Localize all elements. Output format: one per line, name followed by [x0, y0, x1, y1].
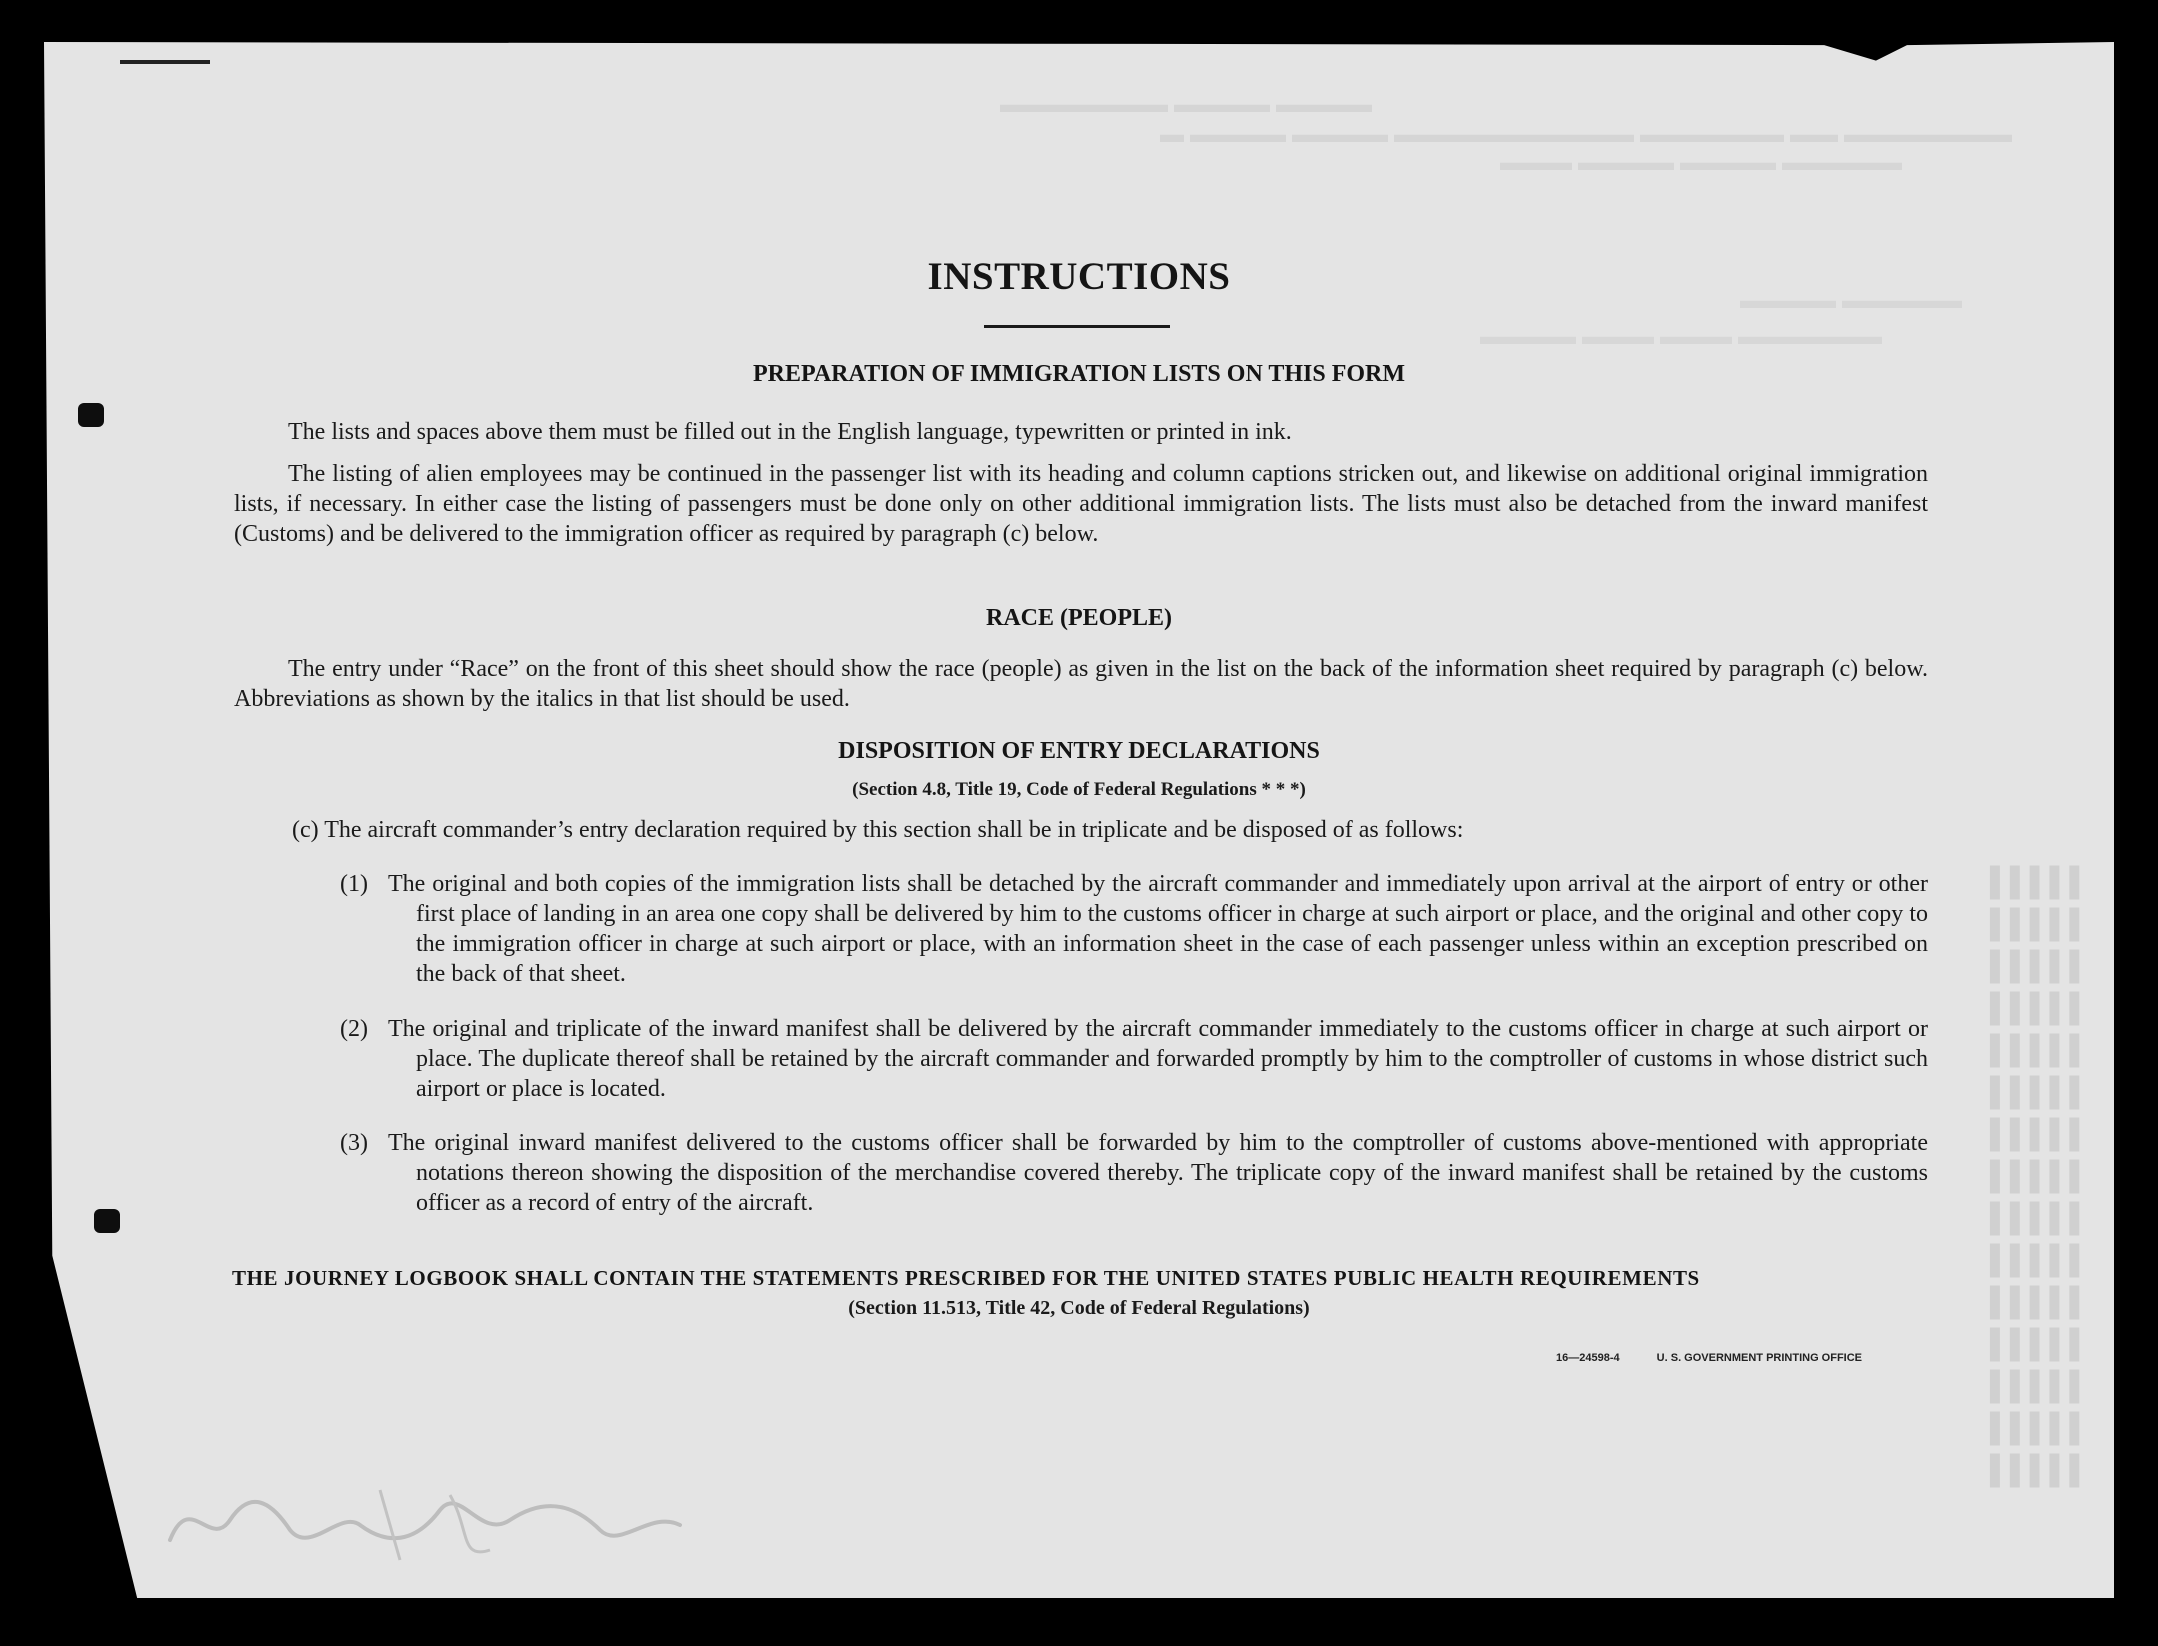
title-underline: [984, 325, 1170, 328]
print-footer: [1556, 1352, 1862, 1364]
paragraph-prep-2: The listing of alien employees may be continued in the passenger list with its heading and column captions stricken out, and likewise on additional original immigration lists, if necessary. In either case the listing of passengers must be done only on other additional immigration lists. The lists must also be detached from the inward manifest (Customs) and be delivered to the immigration officer as required by paragraph (c) below.: [234, 461, 1928, 547]
list-item-text: The original and triplicate of the inward manifest shall be delivered by the aircraft commander immediately to the customs officer in charge at such airport or place. The duplicate thereof shall be retained by the aircraft commander and forwarded promptly by him to the comptroller of customs in whose district such airport or place is located.: [388, 1016, 1928, 1102]
form-number: 16—24598-4: [1556, 1352, 1620, 1364]
bleed-through-text: ▬▬▬▬▬▬ ▬▬▬ ▬▬▬ ▬▬▬▬: [1480, 324, 1882, 350]
public-health-statement: THE JOURNEY LOGBOOK SHALL CONTAIN THE STATEMENTS PRESCRIBED FOR THE UNITED STATES PUBLIC HEALTH REQUIREMENTS: [232, 1266, 1700, 1290]
printer-name: U. S. GOVERNMENT PRINTING OFFICE: [1656, 1352, 1863, 1364]
paragraph-race: The entry under “Race” on the front of this sheet should show the race (people) as given in the list on the back of the information sheet required by paragraph (c) below. Abbreviations as shown by the italics in that list should be used.: [234, 656, 1928, 712]
list-item-number: (3): [340, 1130, 368, 1156]
punch-hole-bottom: [94, 1209, 120, 1233]
bleed-through-text: ▬▬▬▬ ▬▬▬▬ ▬▬▬▬▬▬▬: [1000, 92, 1372, 118]
signature-bleed-mark: [150, 1470, 710, 1580]
public-health-citation: (Section 11.513, Title 42, Code of Federal Regulations): [848, 1297, 1310, 1319]
list-item-number: (2): [340, 1016, 368, 1042]
bleed-through-column: ▌▌▌▌▌ ▌▌▌▌▌ ▌▌▌▌▌ ▌▌▌▌▌ ▌▌▌▌▌ ▌▌▌▌▌ ▌▌▌▌▌ ▌▌▌▌▌ ▌▌▌▌▌ ▌▌▌▌▌ ▌▌▌▌▌ ▌▌▌▌▌ ▌▌▌▌▌ ▌▌▌▌▌ ▌▌▌▌▌: [1980, 867, 2080, 1486]
section-heading-race: RACE (PEOPLE): [986, 605, 1172, 631]
bleed-through-text: ▬▬▬▬▬ ▬▬▬▬: [1740, 288, 1962, 314]
bleed-through-text: ▬▬▬▬▬▬▬ ▬▬ ▬▬▬▬▬▬ ▬▬▬▬▬▬▬▬▬▬ ▬▬▬▬ ▬▬▬▬ ▬: [1160, 122, 2012, 148]
list-item: [340, 1128, 1928, 1218]
list-item: [340, 869, 1928, 989]
paragraph-disposition-intro: (c) The aircraft commander’s entry declaration required by this section shall be in triplicate and be disposed of as follows:: [292, 817, 1464, 843]
paragraph-prep-1: The lists and spaces above them must be filled out in the English language, typewritten or printed in ink.: [288, 419, 1292, 445]
list-item-number: (1): [340, 871, 368, 897]
page-title: INSTRUCTIONS: [927, 255, 1231, 298]
bleed-through-text: ▬▬▬▬▬ ▬▬▬▬ ▬▬▬▬ ▬▬▬: [1500, 150, 1902, 176]
punch-hole-top: [78, 403, 104, 427]
section-citation-disposition: (Section 4.8, Title 19, Code of Federal Regulations * * *): [852, 779, 1306, 800]
list-item: [340, 1014, 1928, 1104]
section-heading-preparation: PREPARATION OF IMMIGRATION LISTS ON THIS FORM: [752, 361, 1406, 387]
list-item-text: The original and both copies of the immigration lists shall be detached by the aircraft commander and immediately upon arrival at the airport of entry or other first place of landing in an area one copy shall be delivered by him to the customs officer in charge at such airport or place, and the original and other copy to the immigration officer in charge at such airport or place, with an information sheet in the case of each passenger unless within an exception prescribed on the back of that sheet.: [388, 871, 1928, 987]
section-heading-disposition: DISPOSITION OF ENTRY DECLARATIONS: [838, 738, 1320, 764]
edge-mark: [120, 60, 210, 64]
list-item-text: The original inward manifest delivered to the customs officer shall be forwarded by him to the comptroller of customs above-mentioned with appropriate notations thereon showing the disposition of the merchandise covered thereby. The triplicate copy of the inward manifest shall be retained by the customs officer as a record of entry of the aircraft.: [388, 1130, 1928, 1216]
